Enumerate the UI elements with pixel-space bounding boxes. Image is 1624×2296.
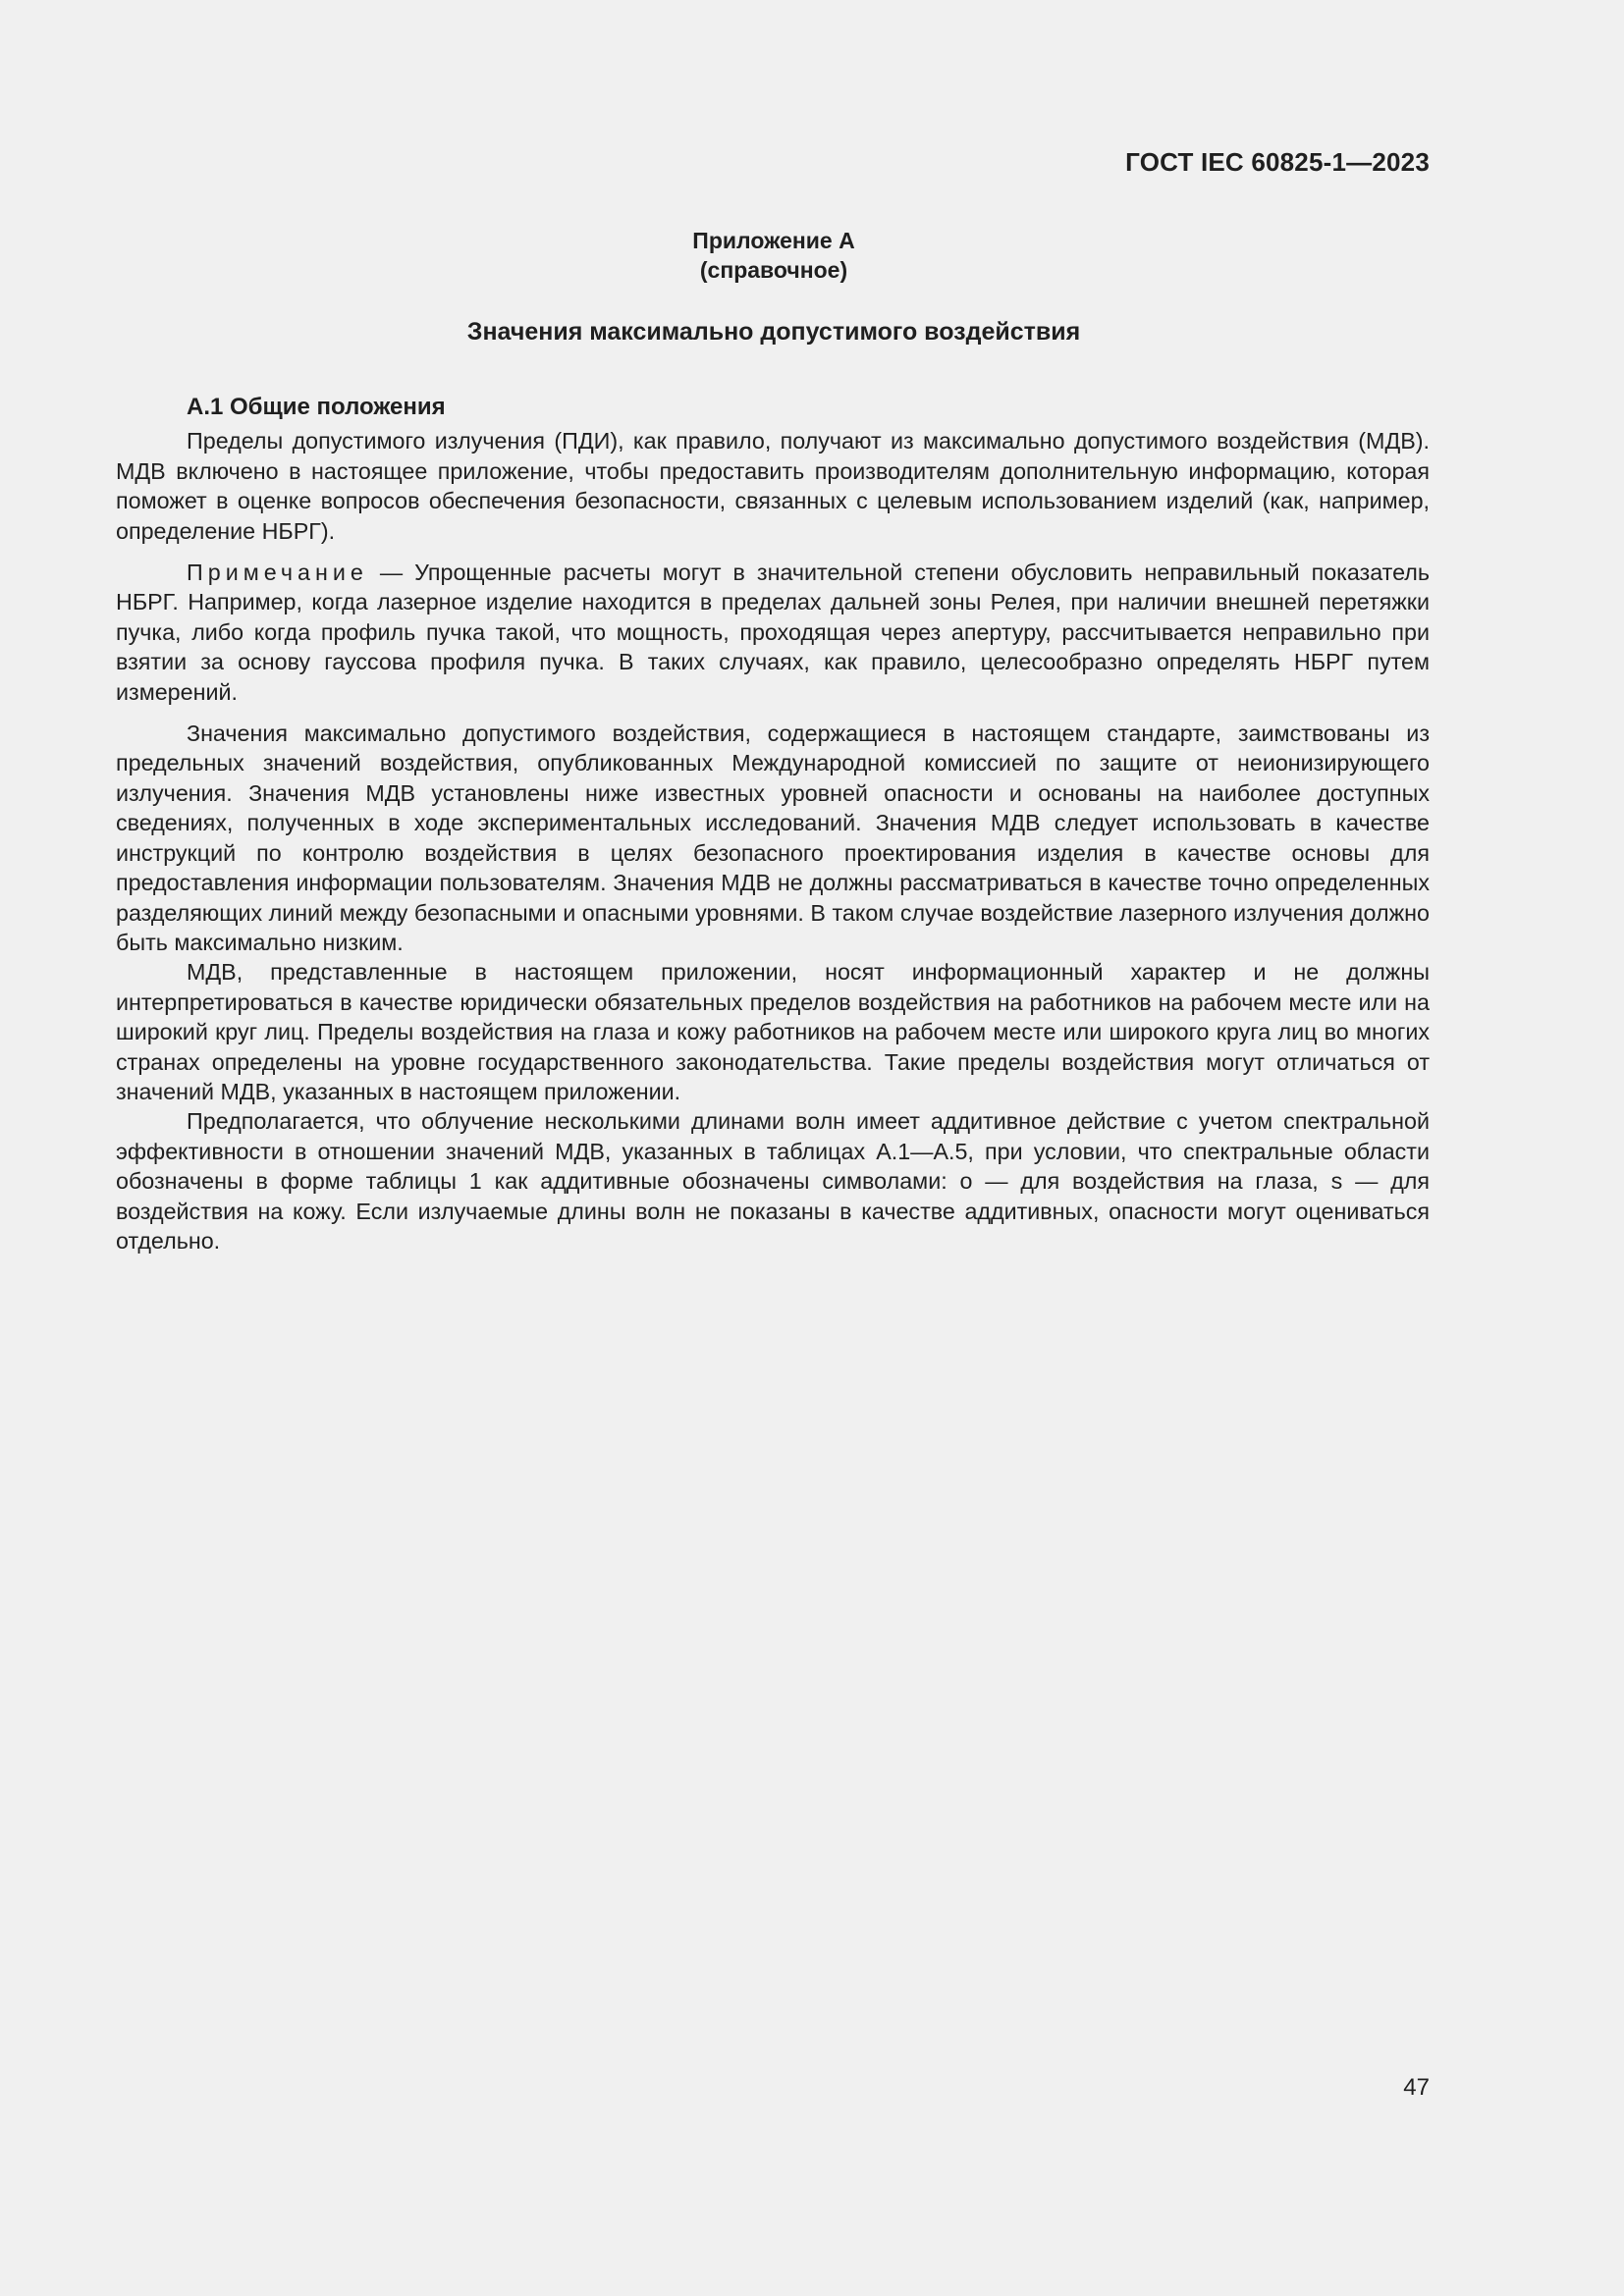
annex-title: Значения максимально допустимого воздействия	[466, 318, 1081, 346]
paragraph-1: Пределы допустимого излучения (ПДИ), как правило, получают из максимально допустимого воздействия (МДВ). МДВ включено в настоящее приложение, чтобы предоставить производителям дополнительную информацию, которая поможет в оценке вопросов обеспечения безопасности, связанных с целевым использованием изделий (как, например, определение НБРГ).	[116, 428, 1430, 544]
note-label: Примечание	[187, 560, 368, 586]
document-body	[116, 393, 1430, 1255]
paragraph-2: Значения максимально допустимого воздействия, содержащиеся в настоящем стандарте, заимствованы из предельных значений воздействия, опубликованных Международной комиссией по защите от неионизирующего излучения. Значения МДВ установлены ниже известных уровней опасности и основаны на наиболее доступных сведениях, полученных в ходе экспериментальных исследований. Значения МДВ следует использовать в качестве инструкций по контролю воздействия в целях безопасного проектирования изделия в качестве основы для предоставления информации пользователям. Значения МДВ не должны рассматриваться в качестве точно определенных разделяющих линий между безопасными и опасными уровнями. В таком случае воздействие лазерного излучения должно быть максимально низким.	[116, 721, 1430, 955]
note-paragraph	[116, 558, 1430, 707]
note-text: — Упрощенные расчеты могут в значительной степени обусловить неправильный показатель НБРГ. Например, когда лазерное изделие находится в пределах дальней зоны Релея, при наличии внешней перетяжки пучка, либо когда профиль пучка такой, что мощность, проходящая через апертуру, рассчитывается неправильно при взятии за основу гауссова профиля пучка. В таких случаях, как правило, целесообразно определять НБРГ путем измерений.	[116, 560, 1430, 705]
page-number: 47	[1403, 2074, 1430, 2101]
standard-code-header: ГОСТ IEC 60825-1—2023	[1125, 147, 1430, 177]
annex-label-block	[0, 226, 1547, 285]
annex-type: (справочное)	[699, 257, 848, 283]
annex-label: Приложение А	[692, 228, 855, 253]
paragraph-3: МДВ, представленные в настоящем приложении, носят информационный характер и не должны интерпретироваться в качестве юридически обязательных пределов воздействия на работников на рабочем месте или на широкий круг лиц. Пределы воздействия на глаза и кожу работников на рабочем месте или широкого круга лиц во многих странах определены на уровне государственного законодательства. Такие пределы воздействия могут отличаться от значений МДВ, указанных в настоящем приложении.	[116, 959, 1430, 1104]
paragraph-4: Предполагается, что облучение несколькими длинами волн имеет аддитивное действие с учетом спектральной эффективности в отношении значений МДВ, указанных в таблицах А.1—А.5, при условии, что спектральные области обозначены в форме таблицы 1 как аддитивные обозначены символами: o — для воздействия на глаза, s — для воздействия на кожу. Если излучаемые длины волн не показаны в качестве аддитивных, опасности могут оцениваться отдельно.	[116, 1108, 1430, 1254]
section-heading: А.1 Общие положения	[187, 394, 446, 420]
